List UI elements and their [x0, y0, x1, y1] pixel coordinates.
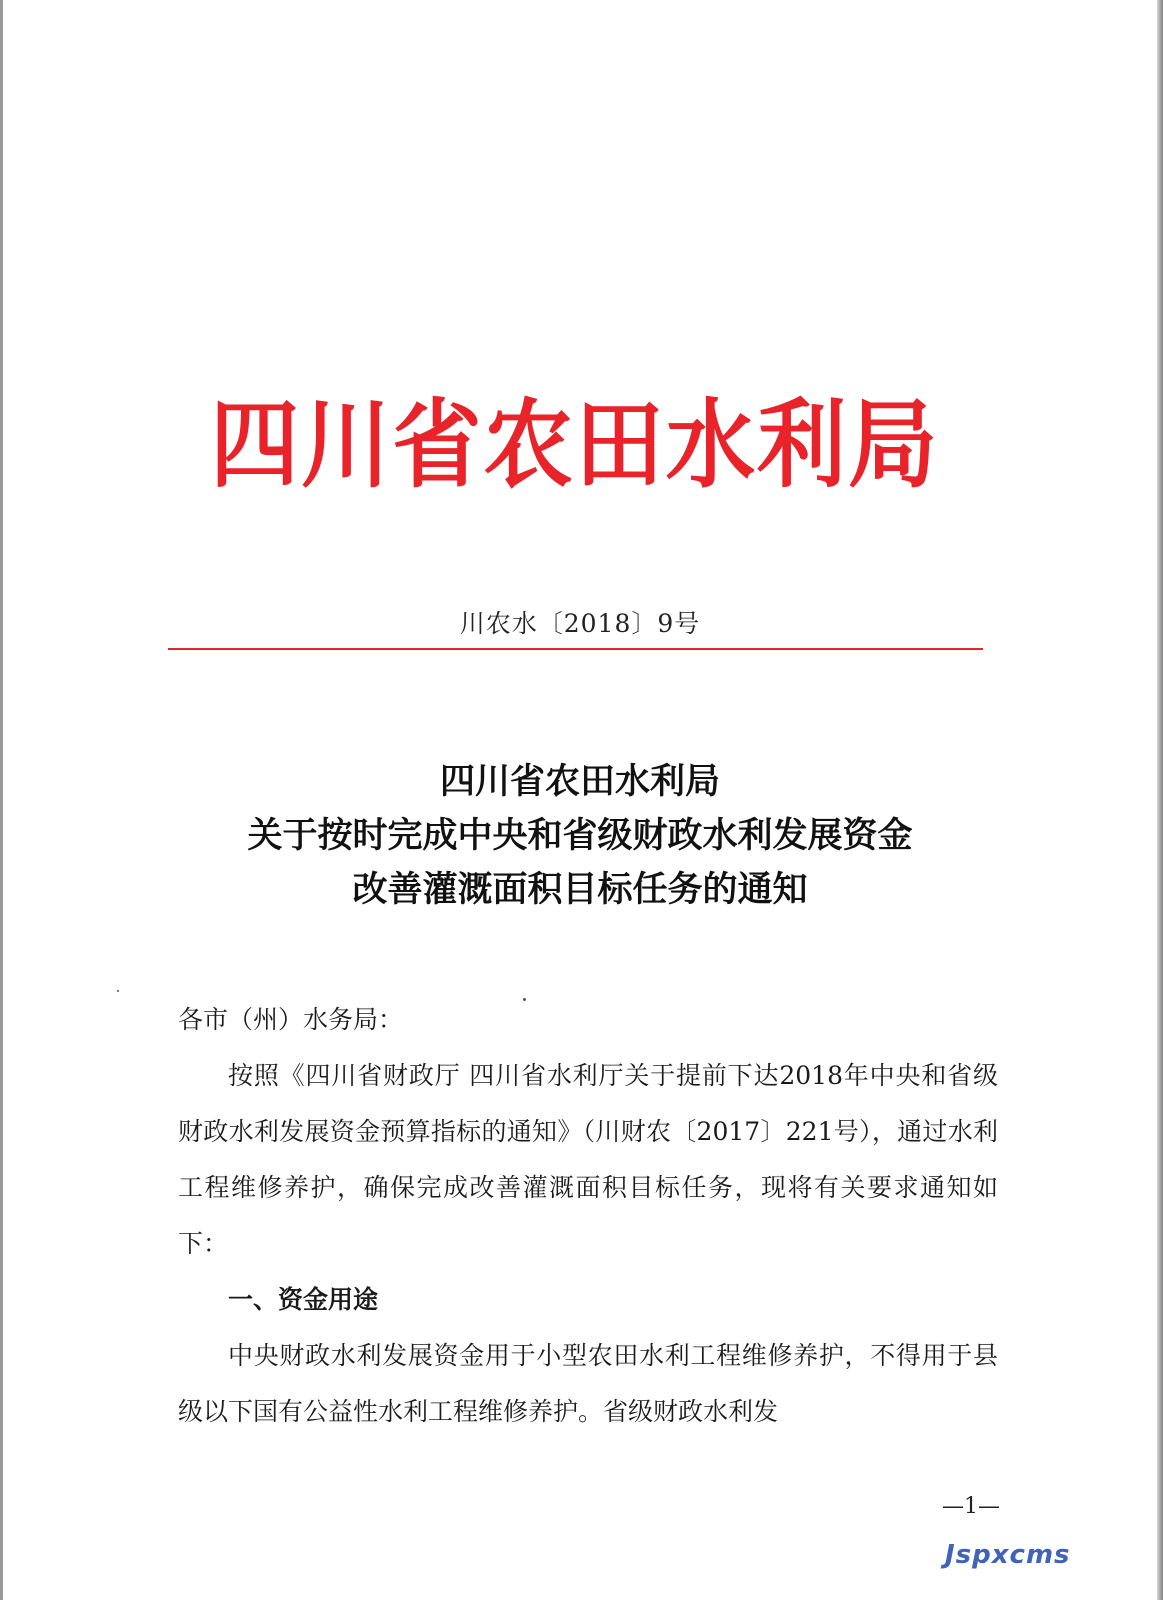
issuing-authority-header: 四川省农田水利局 [210, 389, 940, 501]
document-title-line-3: 改善灌溉面积目标任务的通知 [352, 869, 808, 910]
scan-speck [523, 998, 526, 1001]
document-title-line-1: 四川省农田水利局 [439, 761, 720, 802]
watermark-logo: Jspxcms [945, 1540, 1071, 1570]
red-separator-rule [168, 648, 983, 650]
document-title-line-2: 关于按时完成中央和省级财政水利发展资金 [247, 815, 913, 856]
intro-paragraph: 按照《四川省财政厅 四川省水利厅关于提前下达2018年中央和省级财政水利发展资金预算指标的通知》（川财农〔2017〕221号），通过水利工程维修养护，确保完成改善灌溉面积目标任务，现将有关要求通知如下： [178, 1061, 998, 1258]
salutation: 各市（州）水务局： [178, 1005, 404, 1034]
page-number: —1— [942, 1494, 1000, 1519]
document-title [150, 755, 1010, 917]
scan-speck [117, 990, 119, 992]
scan-edge-left [0, 0, 3, 1600]
section-1-paragraph: 中央财政水利发展资金用于小型农田水利工程维修养护，不得用于县级以下国有公益性水利工程维修养护。省级财政水利发 [178, 1341, 998, 1426]
section-heading-1: 一、资金用途 [228, 1285, 379, 1314]
document-number: 川农水〔2018〕9号 [459, 609, 701, 638]
document-body [178, 992, 998, 1440]
scan-edge-right [1157, 0, 1163, 1600]
